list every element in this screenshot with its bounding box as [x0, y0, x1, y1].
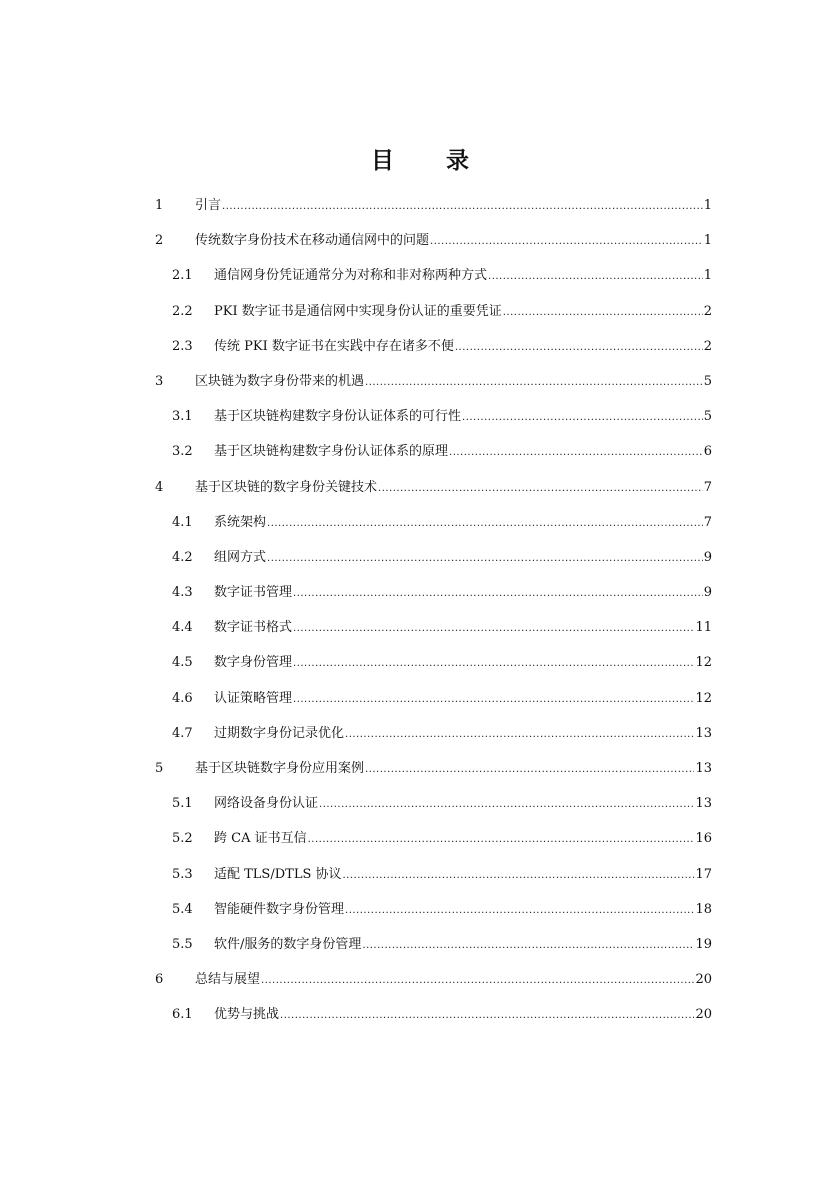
toc-entry[interactable]: [155, 716, 712, 751]
toc-entry[interactable]: [155, 399, 712, 434]
toc-entry-label: PKI 数字证书是通信网中实现身份认证的重要凭证: [214, 303, 502, 319]
toc-entry-label: 基于区块链构建数字身份认证体系的原理: [214, 444, 449, 460]
toc-entry-label: 数字证书管理: [214, 585, 293, 601]
dot-leader: [319, 787, 694, 822]
toc-entry[interactable]: [155, 294, 712, 329]
toc-entry[interactable]: [155, 645, 712, 680]
toc-entry-page: 18: [695, 901, 712, 917]
dot-leader: [293, 682, 694, 717]
toc-entry[interactable]: [155, 258, 712, 293]
toc-entry-page: 19: [695, 936, 712, 952]
toc-entry-number: 4.7: [172, 725, 193, 741]
toc-title: 目 录: [370, 148, 491, 174]
toc-entry-label: 优势与挑战: [214, 1007, 280, 1023]
toc-entry-number: 4.3: [172, 585, 193, 601]
toc-entry[interactable]: [155, 540, 712, 575]
toc-entry[interactable]: [155, 188, 712, 223]
dot-leader: [222, 189, 703, 224]
toc-entry-label: 引言: [195, 198, 222, 213]
toc-entry[interactable]: [155, 892, 712, 927]
toc-entry[interactable]: [155, 434, 712, 469]
toc-entry-number: 1: [155, 198, 164, 213]
toc-entry-label: 传统数字身份技术在移动通信网中的问题: [195, 233, 430, 249]
table-of-contents: [155, 188, 712, 1033]
toc-entry[interactable]: [155, 857, 712, 892]
toc-entry-number: 2.1: [172, 268, 193, 284]
toc-entry-number: 6.1: [172, 1007, 193, 1023]
toc-entry-label: 软件/服务的数字身份管理: [214, 936, 362, 952]
toc-entry-label: 总结与展望: [195, 972, 261, 988]
dot-leader: [365, 752, 694, 787]
toc-entry-number: 4.1: [172, 514, 193, 530]
toc-entry[interactable]: [155, 505, 712, 540]
toc-entry-number: 5.4: [172, 901, 193, 917]
toc-entry-page: 5: [703, 409, 712, 425]
toc-entry-page: 2: [703, 338, 712, 354]
toc-entry-label: 过期数字身份记录优化: [214, 725, 345, 741]
dot-leader: [430, 224, 703, 259]
toc-entry-number: 4.5: [172, 655, 193, 671]
toc-entry[interactable]: [155, 681, 712, 716]
toc-entry[interactable]: [155, 821, 712, 856]
toc-entry-page: 2: [703, 303, 712, 319]
toc-entry[interactable]: [155, 786, 712, 821]
dot-leader: [345, 717, 694, 752]
toc-entry[interactable]: [155, 610, 712, 645]
toc-entry-label: 数字身份管理: [214, 655, 293, 671]
toc-entry-label: 基于区块链的数字身份关键技术: [195, 479, 378, 495]
toc-entry[interactable]: [155, 223, 712, 258]
toc-entry-label: 传统 PKI 数字证书在实践中存在诸多不便: [214, 338, 454, 354]
toc-entry-number: 2.3: [172, 338, 193, 354]
toc-entry-number: 5: [155, 761, 164, 776]
toc-entry-page: 6: [703, 444, 712, 460]
dot-leader: [280, 998, 694, 1033]
toc-entry-page: 13: [695, 761, 712, 776]
toc-entry[interactable]: [155, 962, 712, 997]
toc-entry-number: 5.5: [172, 936, 193, 952]
toc-entry-page: 11: [695, 620, 712, 636]
dot-leader: [308, 822, 695, 857]
dot-leader: [343, 858, 695, 893]
toc-entry-label: 适配 TLS/DTLS 协议: [214, 866, 342, 882]
toc-entry[interactable]: [155, 927, 712, 962]
toc-entry-number: 4: [155, 479, 164, 495]
toc-entry-number: 3: [155, 373, 164, 389]
toc-entry-label: 数字证书格式: [214, 620, 293, 636]
toc-entry-label: 通信网身份凭证通常分为对称和非对称两种方式: [214, 268, 488, 284]
toc-entry[interactable]: [155, 470, 712, 505]
dot-leader: [449, 435, 703, 470]
dot-leader: [293, 646, 694, 681]
toc-entry-label: 系统架构: [214, 514, 267, 530]
toc-entry-label: 智能硬件数字身份管理: [214, 901, 345, 917]
toc-entry-page: 12: [695, 655, 712, 671]
toc-entry-label: 基于区块链构建数字身份认证体系的可行性: [214, 409, 462, 425]
toc-entry-page: 1: [703, 268, 712, 284]
toc-entry-label: 区块链为数字身份带来的机遇: [195, 373, 365, 389]
dot-leader: [293, 576, 703, 611]
dot-leader: [362, 928, 694, 963]
toc-entry-page: 12: [695, 690, 712, 706]
toc-entry-number: 4.4: [172, 620, 193, 636]
toc-entry-page: 13: [695, 725, 712, 741]
toc-entry-page: 13: [695, 796, 712, 812]
toc-entry-number: 4.6: [172, 690, 193, 706]
toc-entry-page: 7: [703, 514, 712, 530]
toc-entry-page: 20: [695, 972, 712, 988]
dot-leader: [267, 541, 703, 576]
toc-entry-label: 认证策略管理: [214, 690, 293, 706]
toc-entry-number: 2.2: [172, 303, 193, 319]
dot-leader: [488, 259, 703, 294]
toc-entry-number: 5.1: [172, 796, 193, 812]
toc-entry[interactable]: [155, 751, 712, 786]
toc-entry-page: 9: [703, 585, 712, 601]
toc-entry-label: 基于区块链数字身份应用案例: [195, 761, 365, 776]
toc-entry-number: 4.2: [172, 549, 193, 565]
dot-leader: [261, 963, 694, 998]
toc-entry-page: 17: [695, 866, 712, 882]
toc-entry[interactable]: [155, 329, 712, 364]
toc-entry[interactable]: [155, 364, 712, 399]
toc-entry-number: 2: [155, 233, 164, 249]
toc-entry-page: 20: [695, 1007, 712, 1023]
toc-entry-number: 5.3: [172, 866, 193, 882]
dot-leader: [378, 471, 703, 506]
dot-leader: [455, 330, 703, 365]
toc-entry[interactable]: [155, 997, 712, 1032]
dot-leader: [503, 295, 703, 330]
dot-leader: [462, 400, 703, 435]
toc-entry-label: 组网方式: [214, 549, 267, 565]
toc-entry-page: 5: [703, 373, 712, 389]
toc-entry-label: 网络设备身份认证: [214, 796, 319, 812]
toc-entry-page: 16: [695, 831, 712, 847]
toc-entry-page: 1: [703, 198, 712, 213]
dot-leader: [365, 365, 703, 400]
toc-entry-number: 6: [155, 972, 164, 988]
toc-entry[interactable]: [155, 575, 712, 610]
toc-entry-page: 9: [703, 549, 712, 565]
toc-entry-number: 3.2: [172, 444, 193, 460]
toc-entry-page: 1: [703, 233, 712, 249]
toc-entry-number: 3.1: [172, 409, 193, 425]
dot-leader: [293, 611, 694, 646]
toc-entry-label: 跨 CA 证书互信: [214, 831, 307, 847]
dot-leader: [345, 893, 694, 928]
dot-leader: [267, 506, 703, 541]
toc-entry-page: 7: [703, 479, 712, 495]
toc-entry-number: 5.2: [172, 831, 193, 847]
